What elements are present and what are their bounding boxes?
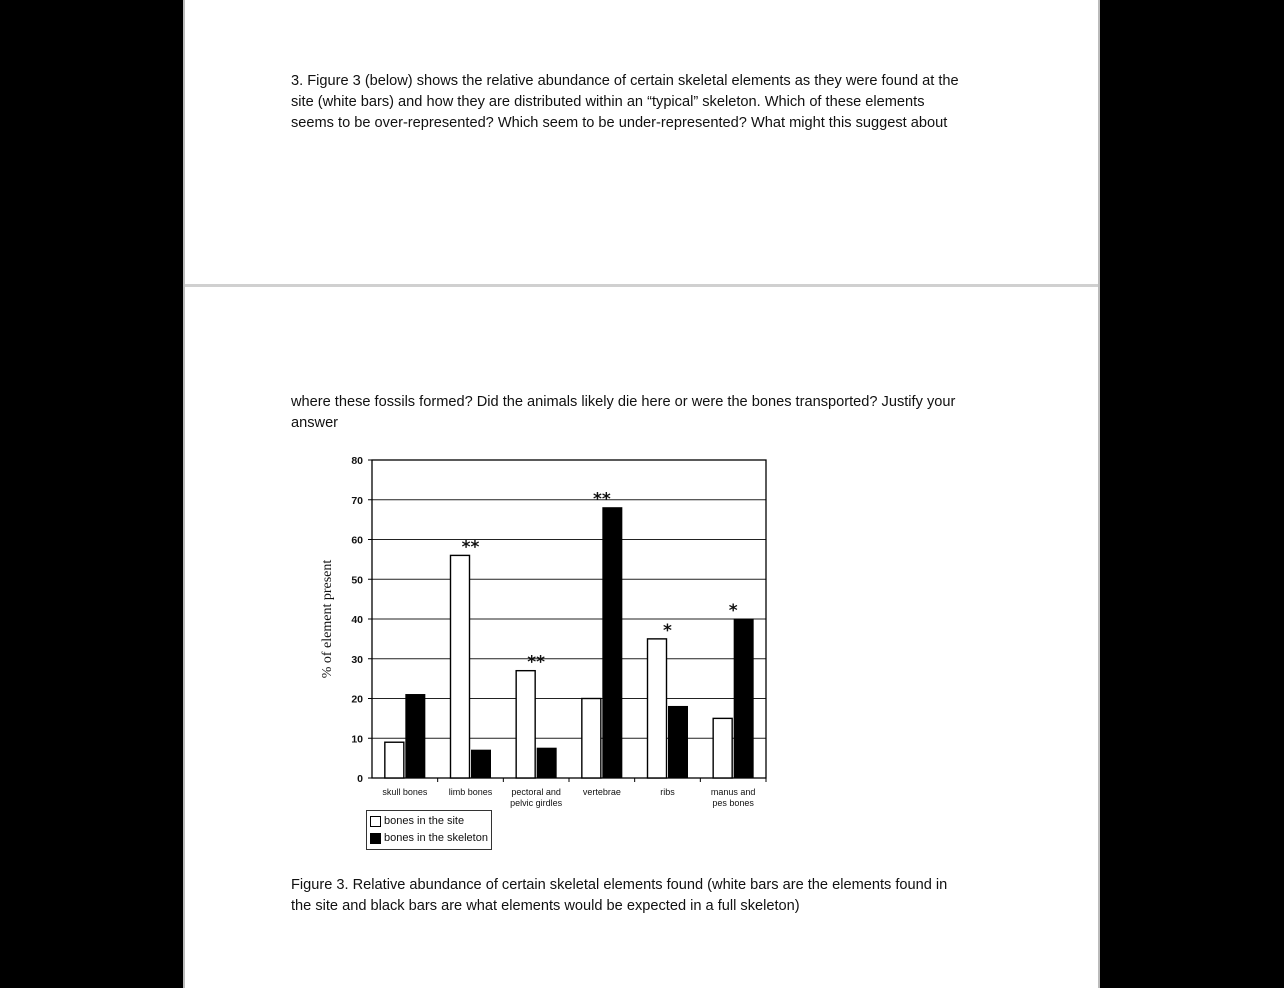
page-edge-right xyxy=(1098,0,1100,988)
bar-site xyxy=(648,639,667,778)
y-tick-label: 60 xyxy=(351,534,363,547)
question-line: answer xyxy=(291,415,339,431)
page-edge-left xyxy=(183,0,185,988)
y-tick-label: 70 xyxy=(351,494,363,507)
question-line: 3. Figure 3 (below) shows the relative abundance of certain skeletal elements as they were found at the xyxy=(291,73,959,89)
legend-item-site xyxy=(370,813,488,830)
bar-site xyxy=(582,699,601,779)
bar-site xyxy=(516,671,535,778)
figure-3-chart xyxy=(300,440,800,860)
bar-skeleton xyxy=(603,508,622,778)
significance-marker: ** xyxy=(592,489,611,510)
legend-swatch-black xyxy=(370,833,381,844)
bar-skeleton xyxy=(537,748,556,778)
question-line: site (white bars) and how they are distributed within an “typical” skeleton. Which of these elements xyxy=(291,94,925,110)
y-tick-label: 20 xyxy=(351,693,363,706)
caption-line: Figure 3. Relative abundance of certain skeletal elements found (white bars are the elements found in xyxy=(291,877,948,893)
y-tick-label: 50 xyxy=(351,574,363,587)
x-category-label: pes bones xyxy=(712,798,754,808)
document-page-1 xyxy=(185,0,1098,284)
bar-site xyxy=(451,555,470,778)
legend-item-skeleton xyxy=(370,830,488,847)
y-tick-label: 80 xyxy=(351,455,363,467)
bar-site xyxy=(713,718,732,778)
chart-legend xyxy=(366,810,492,850)
significance-marker: ** xyxy=(461,537,480,558)
bar-skeleton xyxy=(472,750,491,778)
y-tick-label: 10 xyxy=(351,733,363,746)
legend-label-site: bones in the site xyxy=(384,815,465,827)
bar-chart-svg xyxy=(300,440,800,860)
x-category-label: skull bones xyxy=(382,787,428,797)
bar-site xyxy=(385,742,404,778)
bar-skeleton xyxy=(734,619,753,778)
legend-swatch-white xyxy=(370,816,381,827)
question-line: where these fossils formed? Did the animals likely die here or were the bones transported? Justify your xyxy=(291,394,956,410)
significance-marker: * xyxy=(663,620,672,641)
significance-marker: * xyxy=(728,601,738,621)
y-axis-label: % of element present xyxy=(320,559,335,679)
y-tick-label: 40 xyxy=(351,614,363,626)
significance-marker: ** xyxy=(527,652,546,673)
question-line: seems to be over-represented? Which seem to be under-represented? What might this suggest about xyxy=(291,115,948,131)
y-tick-label: 0 xyxy=(357,773,363,785)
x-category-label: vertebrae xyxy=(582,787,621,797)
x-category-label: pectoral and xyxy=(511,787,561,797)
x-category-label: limb bones xyxy=(448,787,493,797)
caption-line: the site and black bars are what elements would be expected in a full skeleton) xyxy=(291,898,800,914)
x-category-label: ribs xyxy=(660,787,675,797)
question-text-part1[interactable] xyxy=(291,71,1001,134)
x-category-label: pelvic girdles xyxy=(510,798,563,808)
bar-skeleton xyxy=(669,706,688,778)
bar-skeleton xyxy=(406,695,425,778)
figure-caption[interactable] xyxy=(291,875,1011,917)
y-tick-label: 30 xyxy=(351,653,363,666)
x-category-label: manus and xyxy=(710,787,756,797)
question-text-part2[interactable] xyxy=(291,392,1001,434)
legend-label-skeleton: bones in the skeleton xyxy=(384,832,488,844)
